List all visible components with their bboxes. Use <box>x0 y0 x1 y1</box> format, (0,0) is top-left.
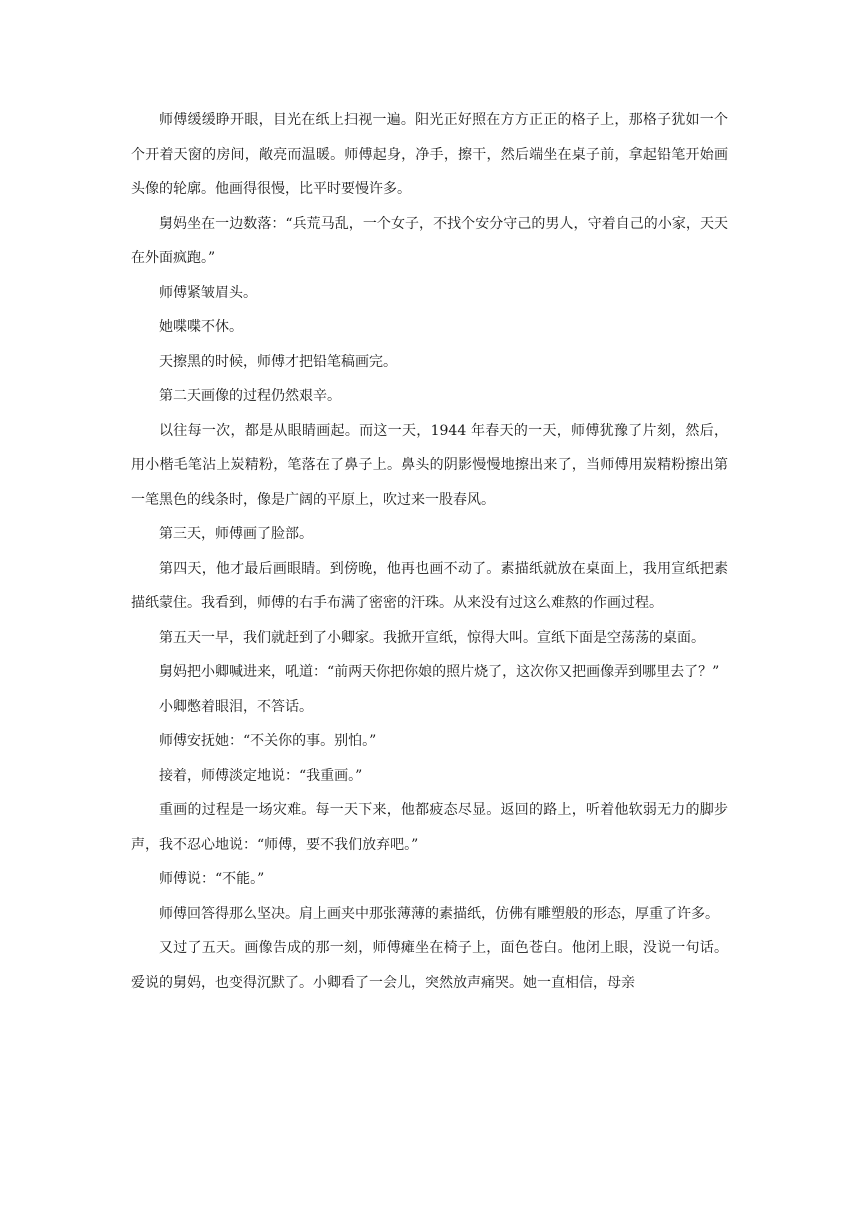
paragraph: 接着，师傅淡定地说：“我重画。” <box>159 767 363 784</box>
paragraph: 她喋喋不休。 <box>159 319 243 335</box>
paragraph: 师傅回答得那么坚决。肩上画夹中那张薄薄的素描纸，仿佛有雕塑般的形态，厚重了许多。 <box>159 905 719 922</box>
paragraph: 第三天，师傅画了脸部。 <box>159 526 313 542</box>
paragraph: 又过了五天。画像告成的那一刻，师傅瘫坐在椅子上，面色苍白。他闭上眼，没说一句话。爱说的舅妈，也变得沉默了。小卿看了一会儿，突然放声痛哭。她一直相信，母亲 <box>131 940 728 991</box>
paragraph: 师傅说：“不能。” <box>159 871 265 887</box>
paragraph: 天擦黑的时候，师傅才把铅笔稿画完。 <box>159 353 397 370</box>
paragraph: 舅妈坐在一边数落：“兵荒马乱，一个女子，不找个安分守己的男人，守着自己的小家，天天在外面疯跑。” <box>131 215 728 266</box>
paragraph: 师傅安抚她：“不关你的事。别怕。” <box>159 733 377 749</box>
paragraph: 重画的过程是一场灾难。每一天下来，他都疲态尽显。返回的路上，听着他软弱无力的脚步声，我不忍心地说：“师傅，要不我们放弃吧。” <box>131 802 728 853</box>
paragraph: 第二天画像的过程仍然艰辛。 <box>159 388 341 404</box>
paragraph: 师傅紧皱眉头。 <box>159 284 257 301</box>
paragraph: 师傅缓缓睁开眼，目光在纸上扫视一遍。阳光正好照在方方正正的格子上，那格子犹如一个个开着天窗的房间，敞亮而温暖。师傅起身，净手，擦干，然后端坐在桌子前，拿起铅笔开始画头像的轮廓。他画得很慢，比平时要慢许多。 <box>131 112 728 197</box>
paragraph: 小卿憋着眼泪，不答话。 <box>159 698 313 715</box>
paragraph: 第四天，他才最后画眼睛。到傍晚，他再也画不动了。素描纸就放在桌面上，我用宣纸把素描纸蒙住。我看到，师傅的右手布满了密密的汗珠。从来没有过这么难熬的作画过程。 <box>131 560 728 611</box>
document-body <box>131 103 728 1000</box>
paragraph: 第五天一早，我们就赶到了小卿家。我掀开宣纸，惊得大叫。宣纸下面是空荡荡的桌面。 <box>159 629 705 646</box>
paragraph: 以往每一次，都是从眼睛画起。而这一天，1944 年春天的一天，师傅犹豫了片刻，然后，用小楷毛笔沾上炭精粉，笔落在了鼻子上。鼻头的阴影慢慢地擦出来了，当师傅用炭精粉擦出第一笔黑色的线条时，像是广阔的平原上，吹过来一股春风。 <box>131 422 728 508</box>
paragraph: 舅妈把小卿喊进来，吼道：“前两天你把你娘的照片烧了，这次你又把画像弄到哪里去了？” <box>159 664 720 680</box>
